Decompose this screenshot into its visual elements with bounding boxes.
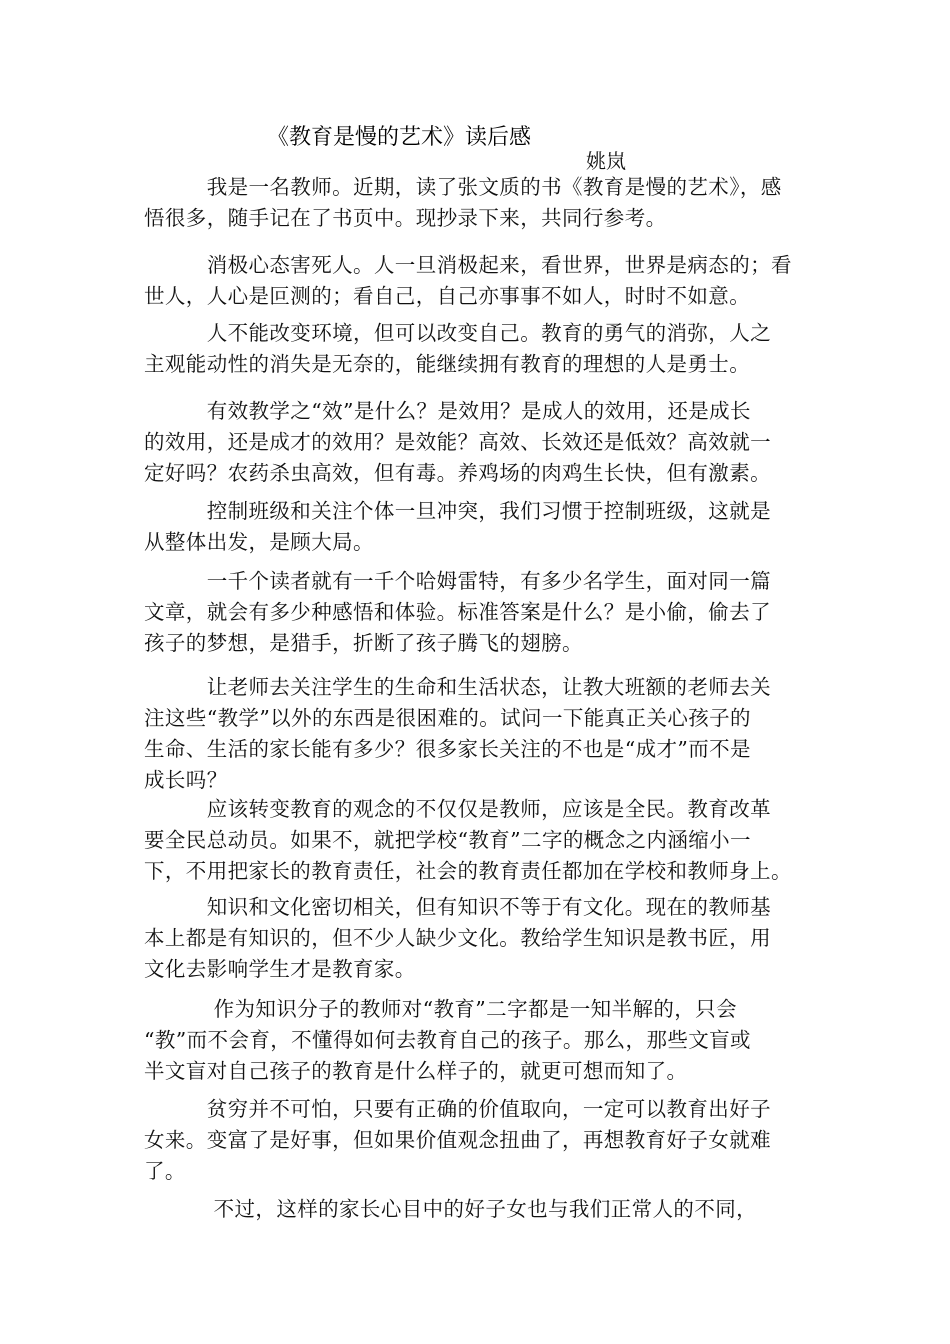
paragraph-line: 知识和文化密切相关，但有知识不等于有文化。现在的教师基 xyxy=(144,895,771,919)
paragraph-line: 世人，人心是叵测的；看自己，自己亦事事不如人，时时不如意。 xyxy=(144,284,751,308)
paragraph-line: 注这些“教学”以外的东西是很困难的。试问一下能真正关心孩子的 xyxy=(144,706,751,730)
paragraph-line: 我是一名教师。近期，读了张文质的书《教育是慢的艺术》，感 xyxy=(144,175,782,199)
paragraph xyxy=(144,496,824,558)
paragraph xyxy=(144,566,824,659)
paragraph-line: 本上都是有知识的，但不少人缺少文化。教给学生知识是教书匠，用 xyxy=(144,926,771,950)
paragraph-line: 下，不用把家长的教育责任，社会的教育责任都加在学校和教师身上。 xyxy=(144,859,792,883)
paragraph-line: 孩子的梦想，是猎手，折断了孩子腾飞的翅膀。 xyxy=(144,631,583,655)
paragraph-line: 的效用，还是成才的效用？是效能？高效、长效还是低效？高效就一 xyxy=(144,430,771,454)
paragraph-line: 生命、生活的家长能有多少？很多家长关注的不也是“成才”而不是 xyxy=(144,737,751,761)
paragraph-line: 让老师去关注学生的生命和生活状态，让教大班额的老师去关 xyxy=(144,675,771,699)
paragraph-line: 定好吗？农药杀虫高效，但有毒。养鸡场的肉鸡生长快，但有激素。 xyxy=(144,461,771,485)
paragraph-line: 消极心态害死人。人一旦消极起来，看世界，世界是病态的；看 xyxy=(144,253,792,277)
paragraph-line: 一千个读者就有一千个哈姆雷特，有多少名学生，面对同一篇 xyxy=(144,569,771,593)
paragraph xyxy=(144,994,824,1087)
paragraph-line: 文章，就会有多少种感悟和体验。标准答案是什么？是小偷，偷去了 xyxy=(144,600,771,624)
paragraph xyxy=(144,892,824,985)
paragraph-line: 文化去影响学生才是教育家。 xyxy=(144,957,416,981)
paragraph-line: 成长吗？ xyxy=(144,768,228,792)
paragraph-line: 女来。变富了是好事，但如果价值观念扭曲了，再想教育好子女就难 xyxy=(144,1128,771,1152)
paragraph xyxy=(144,1194,824,1225)
paragraph-line: 从整体出发，是顾大局。 xyxy=(144,530,374,554)
paragraph-line: 半文盲对自己孩子的教育是什么样子的，就更可想而知了。 xyxy=(144,1059,688,1083)
paragraph-line: 悟很多，随手记在了书页中。现抄录下来，共同行参考。 xyxy=(144,206,667,230)
paragraph xyxy=(144,1094,824,1187)
paragraph-line: 主观能动性的消失是无奈的，能继续拥有教育的理想的人是勇士。 xyxy=(144,352,751,376)
paragraph-line: 人不能改变环境，但可以改变自己。教育的勇气的消弥，人之 xyxy=(144,321,771,345)
paragraph-line: 不过，这样的家长心目中的好子女也与我们正常人的不同， xyxy=(144,1197,758,1221)
paragraph-line: 贫穷并不可怕，只要有正确的价值取向，一定可以教育出好子 xyxy=(144,1097,771,1121)
paragraph-line: 有效教学之“效”是什么？是效用？是成人的效用，还是成长 xyxy=(144,399,751,423)
paragraph xyxy=(144,172,824,234)
paragraph-line: 应该转变教育的观念的不仅仅是教师，应该是全民。教育改革 xyxy=(144,797,771,821)
paragraph xyxy=(144,396,824,489)
paragraph-line: 控制班级和关注个体一旦冲突，我们习惯于控制班级，这就是 xyxy=(144,499,771,523)
paragraph-line: 要全民总动员。如果不，就把学校“教育”二字的概念之内涵缩小一 xyxy=(144,828,751,852)
document-title: 《教育是慢的艺术》读后感 xyxy=(267,125,532,150)
paragraph-line: 了。 xyxy=(144,1159,186,1183)
paragraph xyxy=(144,794,824,887)
paragraph xyxy=(144,672,824,796)
paragraph xyxy=(144,318,824,380)
paragraph xyxy=(144,250,824,312)
paragraph-line: 作为知识分子的教师对“教育”二字都是一知半解的，只会 xyxy=(144,997,737,1021)
author-name: 姚岚 xyxy=(586,149,626,173)
paragraph-line: “教”而不会育，不懂得如何去教育自己的孩子。那么，那些文盲或 xyxy=(144,1028,751,1052)
